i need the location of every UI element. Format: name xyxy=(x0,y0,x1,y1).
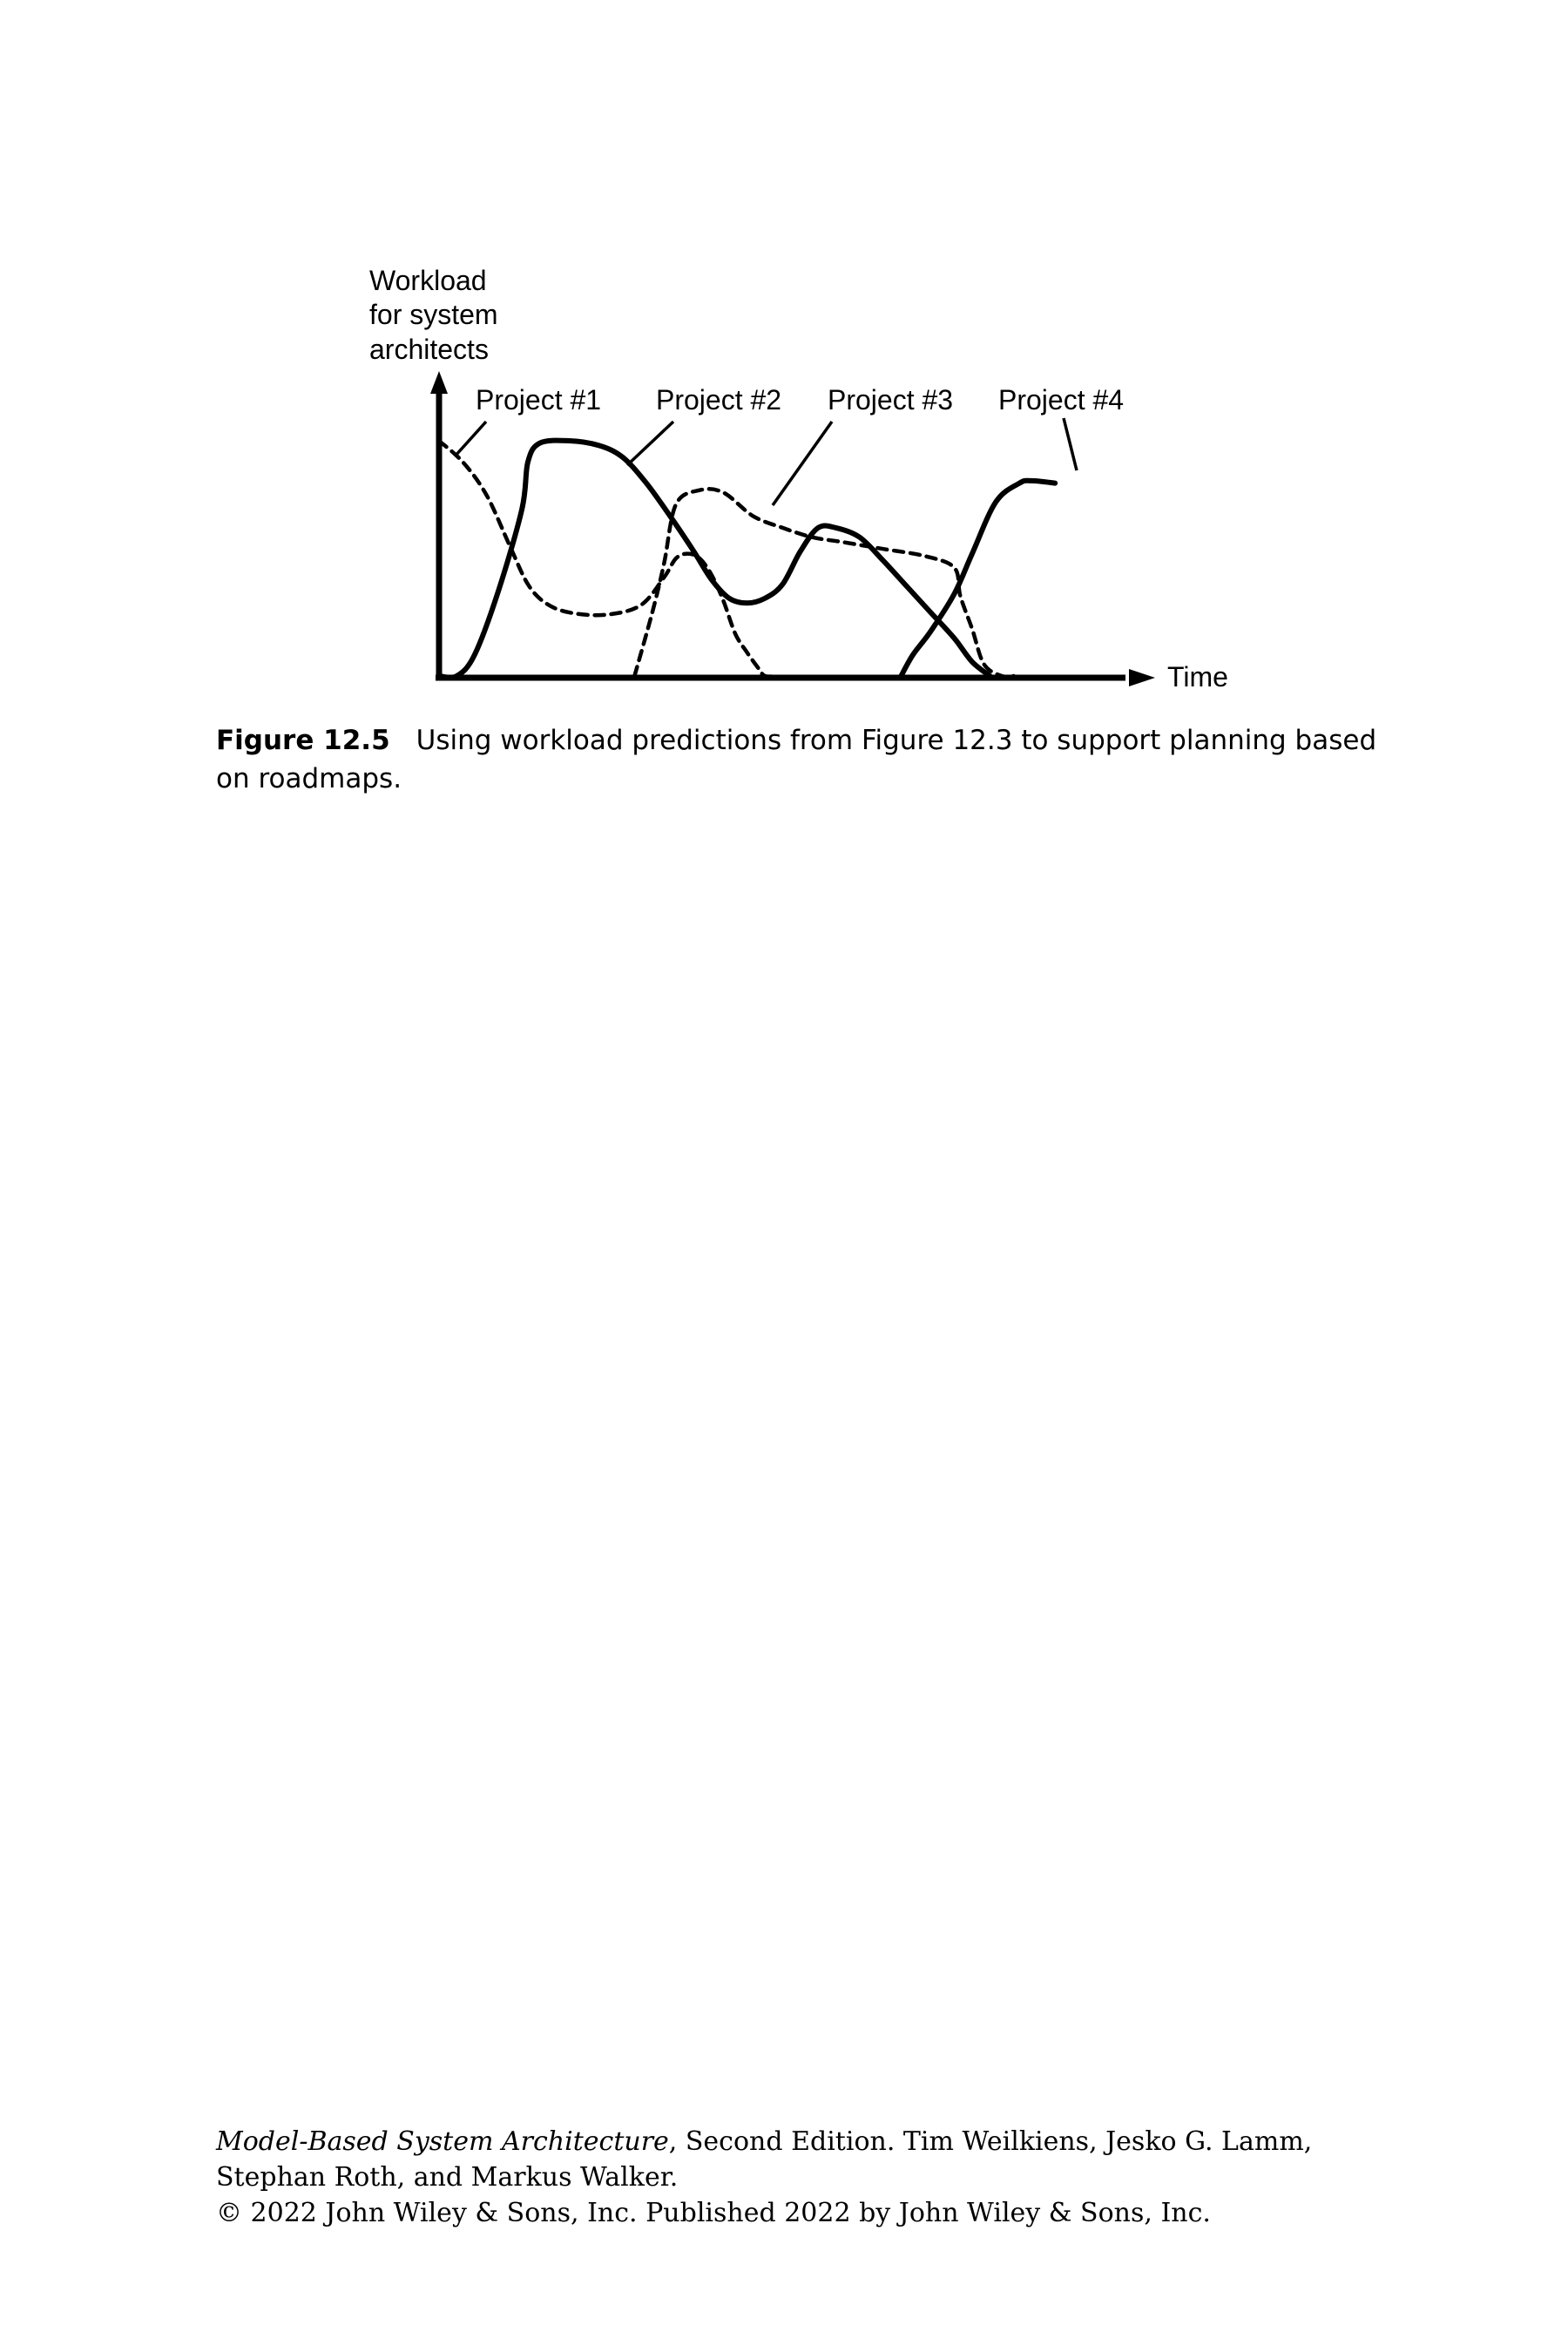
series-layer xyxy=(439,441,1055,678)
label-leader-lines xyxy=(455,418,1077,505)
footer-line-3: © 2022 John Wiley & Sons, Inc. Published 2022 by John Wiley & Sons, Inc. xyxy=(216,2198,1211,2228)
y-axis-title xyxy=(369,265,498,365)
workload-chart xyxy=(0,0,1568,714)
y-axis-title-line-2: for system xyxy=(369,299,498,330)
leader-line-project-3 xyxy=(773,422,832,505)
leader-line-project-1 xyxy=(455,422,486,456)
leader-line-project-2 xyxy=(627,422,673,465)
figure-caption xyxy=(216,721,1418,798)
copyright-footer xyxy=(216,2124,1436,2231)
series-label-project-2: Project #2 xyxy=(656,384,782,416)
x-axis-title: Time xyxy=(1167,661,1228,693)
y-axis-title-line-3: architects xyxy=(369,334,489,365)
footer-line-1 xyxy=(216,2124,1436,2159)
series-label-project-3: Project #3 xyxy=(828,384,954,416)
footer-line-1-rest: , Second Edition. Tim Weilkiens, Jesko G. Lamm, xyxy=(668,2126,1313,2157)
series-line-project-1 xyxy=(439,441,777,677)
axes xyxy=(430,371,1155,686)
y-axis-arrowhead xyxy=(430,371,448,394)
series-line-project-4 xyxy=(901,481,1055,676)
caption-text: Using workload predictions from Figure 12.3 to support planning based on roadmaps. xyxy=(216,725,1377,794)
leader-line-project-4 xyxy=(1064,418,1077,470)
series-label-project-4: Project #4 xyxy=(998,384,1125,416)
series-label-project-1: Project #1 xyxy=(476,384,602,416)
book-title: Model-Based System Architecture xyxy=(216,2126,669,2157)
x-axis-arrowhead xyxy=(1129,669,1155,686)
y-axis-title-line-1: Workload xyxy=(369,265,487,296)
series-line-project-3 xyxy=(439,441,990,678)
series-labels xyxy=(476,384,1124,416)
footer-line-2: Stephan Roth, and Markus Walker. xyxy=(216,2162,679,2193)
caption-label: Figure 12.5 xyxy=(216,725,390,756)
